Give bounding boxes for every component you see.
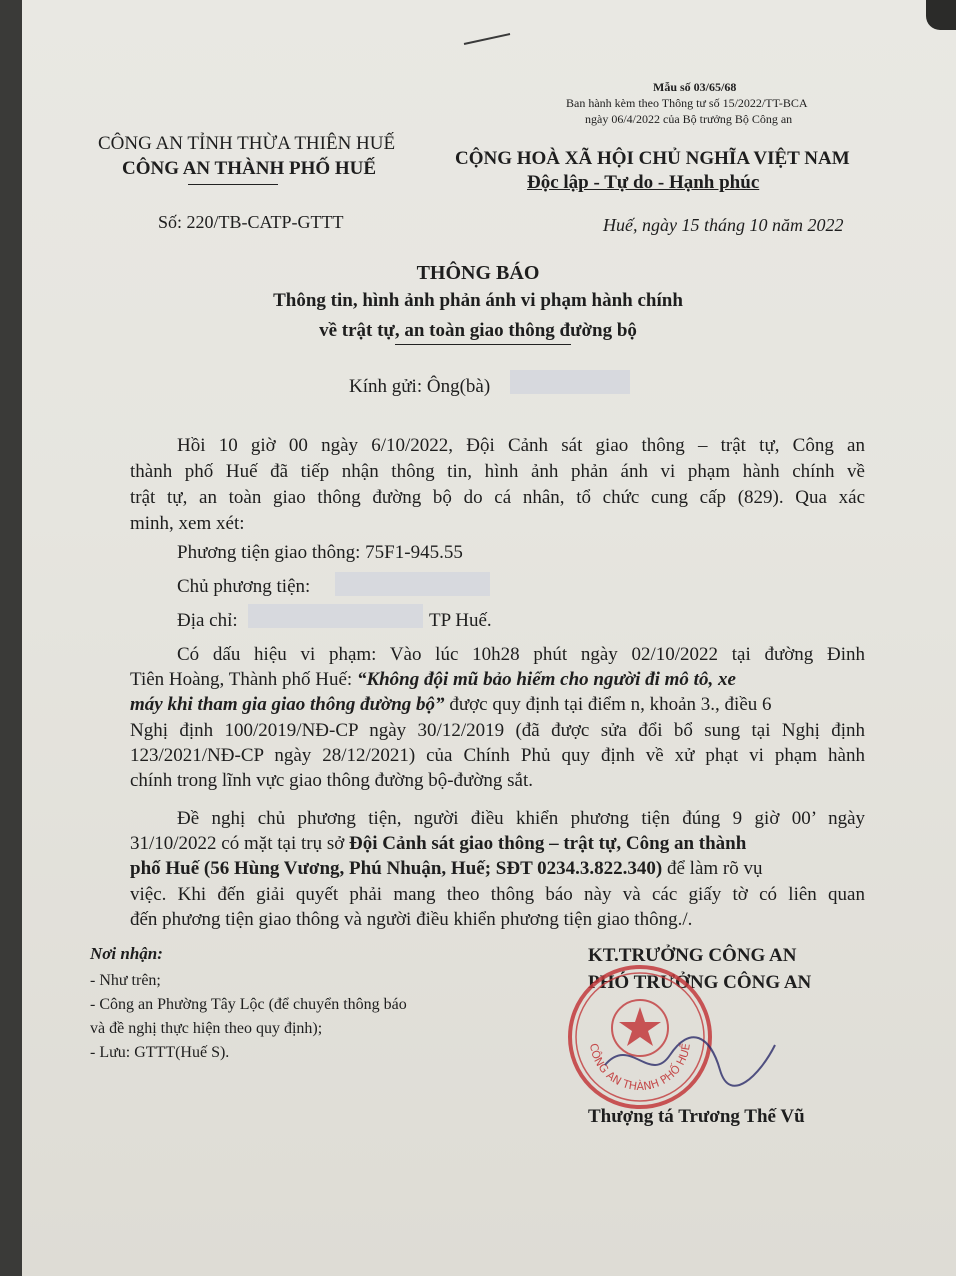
signature-title-2: PHÓ TRƯỞNG CÔNG AN	[588, 972, 812, 993]
form-date-line: ngày 06/4/2022 của Bộ trưởng Bộ Công an	[585, 112, 793, 126]
redacted-owner-name	[335, 572, 490, 596]
parent-agency: CÔNG AN TỈNH THỪA THIÊN HUẾ	[98, 133, 396, 154]
violation-line: chính trong lĩnh vực giao thông đường bộ-đường sắt.	[130, 770, 533, 791]
violation-line: Có dấu hiệu vi phạm: Vào lúc 10h28 phút ngày 02/10/2022 tại đường Đinh	[177, 644, 865, 665]
recipient-item: - Như trên;	[90, 972, 161, 989]
signature-scribble	[600, 1025, 780, 1095]
violation-line: 123/2021/NĐ-CP ngày 28/12/2021) của Chính Phủ quy định về xử phạt vi phạm hành	[130, 745, 865, 766]
national-motto: Độc lập - Tự do - Hạnh phúc	[527, 172, 760, 193]
request-text: 31/10/2022 có mặt tại trụ sở	[130, 833, 350, 854]
document-title: THÔNG BÁO	[416, 262, 540, 284]
request-line	[130, 856, 865, 882]
issuing-agency: CÔNG AN THÀNH PHỐ HUẾ	[122, 158, 377, 179]
violation-description-cont: máy khi tham gia giao thông đường bộ”	[130, 694, 445, 715]
paragraph-1-line: minh, xem xét:	[130, 513, 245, 534]
request-line: việc. Khi đến giải quyết phải mang theo thông báo này và các giấy tờ có liên quan	[130, 884, 865, 905]
request-line: đến phương tiện giao thông và người điều khiển phương tiện giao thông./.	[130, 909, 693, 930]
form-number: Mẫu số 03/65/68	[653, 80, 737, 94]
document-page	[22, 0, 956, 1276]
place-date: Huế, ngày 15 tháng 10 năm 2022	[603, 215, 844, 235]
signer-name: Thượng tá Trương Thế Vũ	[588, 1106, 805, 1127]
recipient-item: - Công an Phường Tây Lộc (để chuyển thông báo	[90, 996, 407, 1013]
address-label: Địa chỉ:	[177, 610, 238, 631]
title-underline	[395, 344, 571, 345]
recipient-item: - Lưu: GTTT(Huế S).	[90, 1044, 230, 1061]
redacted-recipient-name	[510, 370, 630, 394]
document-subtitle-1: Thông tin, hình ảnh phản ánh vi phạm hành chính	[273, 290, 683, 311]
request-line	[130, 831, 865, 857]
background-corner	[926, 0, 956, 30]
request-line: Đề nghị chủ phương tiện, người điều khiển phương tiện đúng 9 giờ 00’ ngày	[177, 808, 865, 829]
paragraph-1-line: trật tự, an toàn giao thông đường bộ do cá nhân, tổ chức cung cấp (829). Qua xác	[130, 487, 865, 508]
document-subtitle-2: về trật tự, an toàn giao thông đường bộ	[319, 320, 637, 341]
vehicle-plate: Phương tiện giao thông: 75F1-945.55	[177, 542, 463, 563]
agency-underline	[188, 184, 278, 185]
stamp-text: CÔNG AN THÀNH PHỐ HUẾ	[587, 1042, 693, 1094]
request-text: để làm rõ vụ	[662, 858, 763, 879]
paragraph-1-line: thành phố Huế đã tiếp nhận thông tin, hình ảnh phản ánh vi phạm hành chính về	[130, 461, 865, 482]
violation-line	[130, 692, 865, 718]
signature-title-1: KT.TRƯỞNG CÔNG AN	[588, 945, 797, 966]
violation-location: Tiên Hoàng, Thành phố Huế:	[130, 669, 357, 690]
recipients-heading: Nơi nhận:	[90, 944, 163, 963]
violation-line: Nghị định 100/2019/NĐ-CP ngày 30/12/2019 (đã được sửa đổi bổ sung tại Nghị định	[130, 720, 865, 741]
pen-mark	[462, 30, 512, 50]
address-city: TP Huế.	[429, 610, 492, 631]
owner-label: Chủ phương tiện:	[177, 576, 311, 597]
document-number: Số: 220/TB-CATP-GTTT	[158, 212, 344, 232]
violation-description: “Không đội mũ bảo hiểm cho người đi mô tô, xe	[356, 669, 736, 690]
republic-name: CỘNG HOÀ XÃ HỘI CHỦ NGHĨA VIỆT NAM	[455, 148, 850, 169]
paragraph-1-line: Hồi 10 giờ 00 ngày 6/10/2022, Đội Cảnh sát giao thông – trật tự, Công an	[177, 435, 865, 456]
redacted-address	[248, 604, 423, 628]
legal-basis: được quy định tại điểm n, khoản 3., điều 6	[444, 694, 772, 715]
violation-line	[130, 667, 865, 693]
recipient-item: và đề nghị thực hiện theo quy định);	[90, 1020, 323, 1037]
form-issued-line: Ban hành kèm theo Thông tư số 15/2022/TT-BCA	[566, 96, 808, 110]
office-address: phố Huế (56 Hùng Vương, Phú Nhuận, Huế; SĐT 0234.3.822.340)	[130, 858, 663, 879]
office-name: Đội Cảnh sát giao thông – trật tự, Công an thành	[349, 833, 747, 854]
salutation: Kính gửi: Ông(bà)	[349, 376, 491, 397]
